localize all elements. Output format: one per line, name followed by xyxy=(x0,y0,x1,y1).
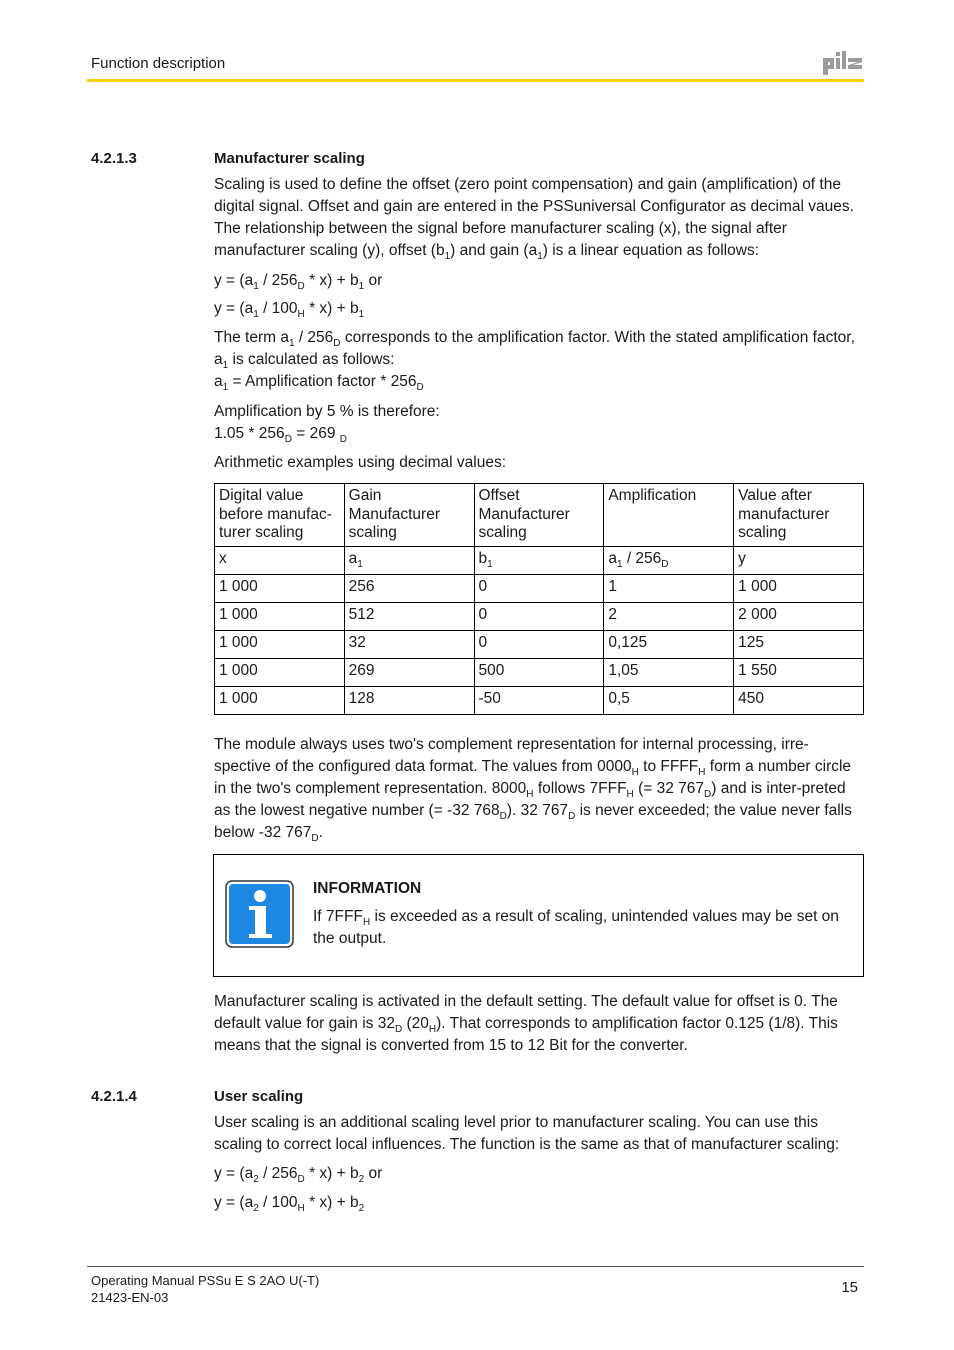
table-cell: 0 xyxy=(474,575,604,603)
table-symbol-row xyxy=(215,547,864,575)
table-cell: 1 000 xyxy=(215,575,345,603)
section-number: 4.2.1.4 xyxy=(91,1088,137,1105)
table-row xyxy=(215,687,864,715)
table-row xyxy=(215,603,864,631)
table-cell: 256 xyxy=(344,575,474,603)
table-cell: 0,5 xyxy=(604,687,734,715)
section-title: Manufacturer scaling xyxy=(214,150,365,167)
table-cell: $a_1$ xyxy=(344,547,474,575)
examples-intro: Arithmetic examples using decimal values: xyxy=(214,454,507,471)
table-row xyxy=(215,575,864,603)
section-title: User scaling xyxy=(214,1088,304,1105)
table-row xyxy=(215,659,864,687)
table-cell: 1 000 xyxy=(215,659,345,687)
info-icon xyxy=(225,880,294,948)
table-cell: 1 xyxy=(604,575,734,603)
table-cell: 512 xyxy=(344,603,474,631)
table-cell: 0,125 xyxy=(604,631,734,659)
table-cell: 128 xyxy=(344,687,474,715)
scaling-table xyxy=(214,483,864,715)
table-cell: 125 xyxy=(734,631,864,659)
table-cell: y xyxy=(734,547,864,575)
table-header-cell: Amplification xyxy=(604,484,734,547)
table-cell: -50 xyxy=(474,687,604,715)
term-paragraph: The term $a_1 / 256_D$ corresponds to the amplification factor. With the stated amplification factor, $a_1$ is calculated as follows: $a_1$ = Amplification factor * $256_D$ xyxy=(214,329,855,393)
table-cell: $b_1$ xyxy=(474,547,604,575)
table-header-cell: Offset Manufacturer scaling xyxy=(474,484,604,547)
pilz-logo xyxy=(822,50,864,76)
table-cell: 1 000 xyxy=(215,631,345,659)
table-cell: 450 xyxy=(734,687,864,715)
page-number: 15 xyxy=(841,1279,858,1296)
table-cell: 0 xyxy=(474,603,604,631)
table-cell: 32 xyxy=(344,631,474,659)
equation-decimal: $y = (a_1 / 256_D * x) + b_1$ or xyxy=(214,272,383,292)
default-setting-paragraph: Manufacturer scaling is activated in the default setting. The default value for offset is 0. The default value for gain is $32_D$ $(20_H)$. That corresponds to amplification factor 0.125 (1/8). This means that the signal is converted from 15 to 12 Bit for the converter. xyxy=(214,993,838,1054)
table-cell: 1 000 xyxy=(734,575,864,603)
user-scaling-paragraph: User scaling is an additional scaling level prior to manufacturer scaling. You can use this scaling to correct local influences. The function is the same as that of manufacturer scaling: xyxy=(214,1114,840,1153)
header-title: Function description xyxy=(91,55,226,72)
table-header-row xyxy=(215,484,864,547)
info-text: If $7FFF_H$ is exceeded as a result of scaling, unintended values may be set on the output. xyxy=(313,908,839,947)
footer-doc-number: 21423-EN-03 xyxy=(91,1290,169,1305)
table-cell: 1 000 xyxy=(215,603,345,631)
table-cell: 1 550 xyxy=(734,659,864,687)
equation-hex: $y = (a_1 / 100_H * x) + b_1$ xyxy=(214,300,365,320)
info-heading: INFORMATION xyxy=(313,880,422,897)
table-cell: x xyxy=(215,547,345,575)
table-cell: 269 xyxy=(344,659,474,687)
table-cell: $a_1 / 256_D$ xyxy=(604,547,734,575)
table-cell: 2 xyxy=(604,603,734,631)
table-cell: 500 xyxy=(474,659,604,687)
table-cell: 2 000 xyxy=(734,603,864,631)
table-header-cell: Digital value before manufac-turer scaling xyxy=(215,484,345,547)
intro-paragraph: Scaling is used to define the offset (zero point compensation) and gain (amplification) of the digital signal. Offset and gain are entered in the PSSuniversal Configurator as decimal vaues. The relationship between the signal before manufacturer scaling (x), the signal after manufacturer scaling (y), offset $(b_1)$ and gain $(a_1)$ is a linear equation as follows: xyxy=(214,176,854,262)
information-box xyxy=(213,854,864,977)
section-number: 4.2.1.3 xyxy=(91,150,137,167)
table-cell: 1,05 xyxy=(604,659,734,687)
footer-divider xyxy=(87,1266,864,1267)
table-header-cell: Gain Manufacturer scaling xyxy=(344,484,474,547)
footer-manual-title: Operating Manual PSSu E S 2AO U(-T) xyxy=(91,1273,320,1288)
amplification-example: Amplification by 5 % is therefore: $1.05 * 256_D = 269$ $_D$ xyxy=(214,403,440,445)
header-divider xyxy=(87,79,864,82)
user-equation-hex: $y = (a_2 / 100_H * x) + b_2$ xyxy=(214,1194,365,1214)
twos-complement-paragraph: The module always uses two's complement representation for internal processing, irre-spective of the configured data format. The values from $0000_H$ to $FFFF_H$ form a number circle in the two's complement representation. $8000_H$ follows $7FFF_H$ (= 32 $767_D$) and is inter-preted as the lowest negative number (= -32 $768_D$). 32 $767_D$ is never exceeded; the value never falls below -32 $767_D$. xyxy=(214,736,852,844)
table-header-cell: Value after manufacturer scaling xyxy=(734,484,864,547)
table-row xyxy=(215,631,864,659)
user-equation-decimal: $y = (a_2 / 256_D * x) + b_2$ or xyxy=(214,1165,383,1185)
table-cell: 0 xyxy=(474,631,604,659)
table-cell: 1 000 xyxy=(215,687,345,715)
